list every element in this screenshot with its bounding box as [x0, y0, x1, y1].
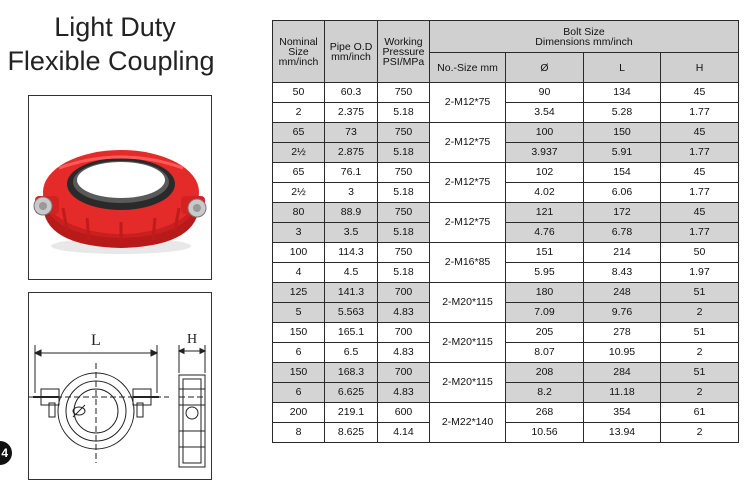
cell-working-pressure: 4.83	[378, 303, 430, 323]
technical-drawing	[28, 292, 212, 480]
cell-nominal-size: 6	[273, 383, 325, 403]
cell-diameter: 4.76	[506, 223, 584, 243]
cell-nominal-size: 80	[273, 203, 325, 223]
cell-working-pressure: 750	[378, 203, 430, 223]
cell-diameter: 180	[506, 283, 584, 303]
cell-h: 51	[661, 283, 739, 303]
title-line-2: Flexible Coupling	[7, 46, 215, 76]
cell-working-pressure: 700	[378, 283, 430, 303]
cell-l: 13.94	[584, 423, 661, 443]
cell-h: 45	[661, 163, 739, 183]
table-row	[273, 83, 739, 103]
cell-pipe-od: 5.563	[325, 303, 378, 323]
cell-nominal-size: 2½	[273, 183, 325, 203]
table-row	[273, 363, 739, 383]
cell-h: 2	[661, 343, 739, 363]
header-diameter: Ø	[506, 53, 584, 83]
cell-l: 11.18	[584, 383, 661, 403]
cell-bolt-no-size: 2-M20*115	[430, 363, 506, 403]
cell-diameter: 7.09	[506, 303, 584, 323]
cell-bolt-no-size: 2-M12*75	[430, 163, 506, 203]
cell-working-pressure: 750	[378, 83, 430, 103]
cell-pipe-od: 73	[325, 123, 378, 143]
coupling-photo-illustration	[29, 96, 211, 279]
cell-diameter: 121	[506, 203, 584, 223]
table-row	[273, 323, 739, 343]
cell-bolt-no-size: 2-M20*115	[430, 323, 506, 363]
cell-h: 1.97	[661, 263, 739, 283]
cell-bolt-no-size: 2-M16*85	[430, 243, 506, 283]
cell-h: 1.77	[661, 143, 739, 163]
cell-working-pressure: 5.18	[378, 103, 430, 123]
cell-diameter: 208	[506, 363, 584, 383]
cell-nominal-size: 3	[273, 223, 325, 243]
height-label: H	[187, 332, 198, 347]
cell-l: 6.06	[584, 183, 661, 203]
table-row	[273, 343, 739, 363]
cell-working-pressure: 5.18	[378, 143, 430, 163]
cell-bolt-no-size: 2-M12*75	[430, 83, 506, 123]
cell-l: 6.78	[584, 223, 661, 243]
cell-l: 134	[584, 83, 661, 103]
cell-nominal-size: 8	[273, 423, 325, 443]
coupling-dimension-drawing	[29, 293, 211, 479]
cell-working-pressure: 5.18	[378, 263, 430, 283]
table-row	[273, 283, 739, 303]
cell-nominal-size: 4	[273, 263, 325, 283]
cell-working-pressure: 600	[378, 403, 430, 423]
cell-pipe-od: 6.5	[325, 343, 378, 363]
header-l: L	[584, 53, 661, 83]
cell-nominal-size: 50	[273, 83, 325, 103]
cell-working-pressure: 5.18	[378, 183, 430, 203]
table-row	[273, 303, 739, 323]
cell-pipe-od: 114.3	[325, 243, 378, 263]
cell-bolt-no-size: 2-M12*75	[430, 123, 506, 163]
cell-nominal-size: 100	[273, 243, 325, 263]
cell-nominal-size: 65	[273, 163, 325, 183]
cell-diameter: 3.937	[506, 143, 584, 163]
table-row	[273, 403, 739, 423]
header-working-pressure: Working Pressure PSI/MPa	[378, 21, 430, 83]
cell-diameter: 10.56	[506, 423, 584, 443]
cell-working-pressure: 750	[378, 243, 430, 263]
cell-diameter: 3.54	[506, 103, 584, 123]
cell-bolt-no-size: 2-M20*115	[430, 283, 506, 323]
cell-diameter: 102	[506, 163, 584, 183]
table-row	[273, 203, 739, 223]
cell-pipe-od: 60.3	[325, 83, 378, 103]
cell-pipe-od: 6.625	[325, 383, 378, 403]
table-row	[273, 223, 739, 243]
cell-l: 5.28	[584, 103, 661, 123]
cell-bolt-no-size: 2-M22*140	[430, 403, 506, 443]
table-row	[273, 183, 739, 203]
cell-pipe-od: 141.3	[325, 283, 378, 303]
cell-pipe-od: 3.5	[325, 223, 378, 243]
length-label: L	[91, 332, 101, 349]
cell-nominal-size: 200	[273, 403, 325, 423]
cell-nominal-size: 125	[273, 283, 325, 303]
cell-working-pressure: 750	[378, 163, 430, 183]
cell-h: 1.77	[661, 223, 739, 243]
cell-working-pressure: 4.83	[378, 343, 430, 363]
cell-pipe-od: 4.5	[325, 263, 378, 283]
cell-diameter: 205	[506, 323, 584, 343]
cell-nominal-size: 6	[273, 343, 325, 363]
cell-l: 8.43	[584, 263, 661, 283]
cell-l: 354	[584, 403, 661, 423]
cell-pipe-od: 3	[325, 183, 378, 203]
table-row	[273, 383, 739, 403]
cell-l: 154	[584, 163, 661, 183]
cell-l: 5.91	[584, 143, 661, 163]
page-title	[0, 10, 222, 78]
title-line-1: Light Duty	[54, 12, 176, 42]
cell-h: 1.77	[661, 183, 739, 203]
table-row	[273, 263, 739, 283]
product-photo	[28, 95, 212, 280]
cell-h: 2	[661, 383, 739, 403]
cell-h: 2	[661, 423, 739, 443]
cell-nominal-size: 5	[273, 303, 325, 323]
cell-pipe-od: 2.375	[325, 103, 378, 123]
cell-h: 51	[661, 363, 739, 383]
cell-working-pressure: 700	[378, 363, 430, 383]
table-row	[273, 423, 739, 443]
cell-pipe-od: 88.9	[325, 203, 378, 223]
cell-nominal-size: 150	[273, 323, 325, 343]
cell-h: 2	[661, 303, 739, 323]
cell-pipe-od: 168.3	[325, 363, 378, 383]
table-row	[273, 163, 739, 183]
cell-l: 10.95	[584, 343, 661, 363]
cell-pipe-od: 76.1	[325, 163, 378, 183]
cell-l: 172	[584, 203, 661, 223]
cell-working-pressure: 700	[378, 323, 430, 343]
cell-h: 50	[661, 243, 739, 263]
cell-diameter: 8.07	[506, 343, 584, 363]
cell-h: 45	[661, 203, 739, 223]
page-number-badge: 4	[0, 441, 12, 465]
cell-h: 45	[661, 83, 739, 103]
specification-table-body	[273, 83, 739, 443]
cell-diameter: 100	[506, 123, 584, 143]
cell-working-pressure: 750	[378, 123, 430, 143]
header-no-size: No.-Size mm	[430, 53, 506, 83]
cell-pipe-od: 2.875	[325, 143, 378, 163]
cell-nominal-size: 2	[273, 103, 325, 123]
cell-pipe-od: 165.1	[325, 323, 378, 343]
cell-diameter: 8.2	[506, 383, 584, 403]
cell-l: 150	[584, 123, 661, 143]
table-row	[273, 103, 739, 123]
cell-nominal-size: 150	[273, 363, 325, 383]
specification-table	[272, 20, 739, 443]
cell-diameter: 90	[506, 83, 584, 103]
header-h: H	[661, 53, 739, 83]
cell-l: 9.76	[584, 303, 661, 323]
header-nominal-size: Nominal Size mm/inch	[273, 21, 325, 83]
cell-l: 214	[584, 243, 661, 263]
cell-diameter: 5.95	[506, 263, 584, 283]
cell-bolt-no-size: 2-M12*75	[430, 203, 506, 243]
cell-l: 248	[584, 283, 661, 303]
cell-nominal-size: 65	[273, 123, 325, 143]
cell-nominal-size: 2½	[273, 143, 325, 163]
cell-h: 61	[661, 403, 739, 423]
header-bolt-size: Bolt Size Dimensions mm/inch	[430, 21, 739, 53]
header-pipe-od: Pipe O.D mm/inch	[325, 21, 378, 83]
cell-diameter: 4.02	[506, 183, 584, 203]
cell-working-pressure: 4.14	[378, 423, 430, 443]
cell-l: 278	[584, 323, 661, 343]
cell-pipe-od: 219.1	[325, 403, 378, 423]
cell-h: 1.77	[661, 103, 739, 123]
cell-working-pressure: 5.18	[378, 223, 430, 243]
cell-l: 284	[584, 363, 661, 383]
cell-diameter: 151	[506, 243, 584, 263]
cell-working-pressure: 4.83	[378, 383, 430, 403]
cell-h: 51	[661, 323, 739, 343]
table-row	[273, 243, 739, 263]
cell-pipe-od: 8.625	[325, 423, 378, 443]
cell-h: 45	[661, 123, 739, 143]
table-row	[273, 143, 739, 163]
table-row	[273, 123, 739, 143]
cell-diameter: 268	[506, 403, 584, 423]
